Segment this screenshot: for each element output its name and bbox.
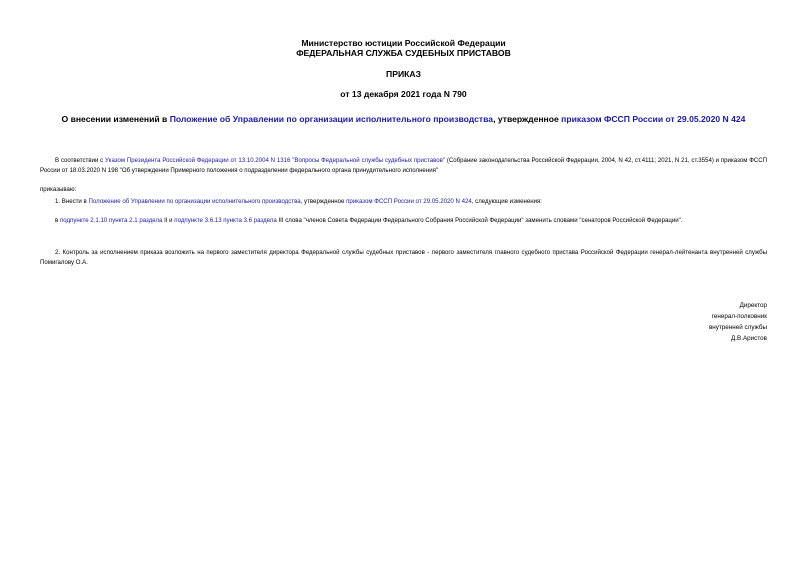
clause-1-amendment — [40, 216, 767, 226]
order-word: приказываю: — [40, 186, 77, 193]
clause-1-suffix: , следующие изменения: — [471, 198, 542, 205]
preamble-suffix: (Собрание законодательства Российской Федерации, 2004, N 42, ст.4111; 2021, N 21, ст.3554) и приказом ФССП России от 18.03.2020 N 198 "Об утверждении Примерного положения о подразделении федерального органа принудительного исполнения" — [40, 157, 768, 174]
ministry-name: Министерство юстиции Российской Федерации — [301, 38, 506, 48]
clause-1-link-order[interactable]: приказом ФССП России от 29.05.2020 N 424 — [346, 198, 472, 205]
title-middle: , утвержденное — [493, 114, 562, 124]
signature-block — [709, 300, 767, 344]
amendment-suffix: III слова "членов Совета Федерации Федерального Собрания Российской Федерации" заменить словами "сенаторов Российской Федерации". — [276, 217, 683, 224]
clause-1 — [40, 197, 767, 207]
clause-1-prefix: 1. Внести в — [55, 198, 89, 205]
title-link-regulation[interactable]: Положение об Управлении по организации исполнительного производства — [169, 114, 494, 124]
signature-service: внутренней службы — [708, 324, 767, 331]
preamble-paragraph — [40, 156, 767, 176]
signature-position: Директор — [739, 302, 767, 309]
document-date-number: от 13 декабря 2021 года N 790 — [340, 89, 467, 99]
clause-2: 2. Контроль за исполнением приказа возложить на первого заместителя директора Федеральной службы судебных приставов - первого заместителя главного судебного пристава Российской Федерации генерал-лейтенанта внутренней службы Помигалову О.А. — [40, 249, 767, 266]
service-name: ФЕДЕРАЛЬНАЯ СЛУЖБА СУДЕБНЫХ ПРИСТАВОВ — [296, 48, 511, 58]
clause-1-middle: , утвержденное — [300, 198, 347, 205]
title-link-order[interactable]: приказом ФССП России от 29.05.2020 N 424 — [561, 114, 746, 124]
preamble-prefix: В соответствии с — [55, 157, 106, 164]
signature-rank: генерал-полковник — [711, 313, 767, 320]
preamble-link-decree[interactable]: Указом Президента Российской Федерации от 13.10.2004 N 1316 "Вопросы Федеральной службы судебных приставов" — [105, 157, 446, 164]
amendment-link-subclause-3-6-13[interactable]: подпункте 3.6.13 пункта 3.6 раздела — [174, 217, 277, 224]
document-type: ПРИКАЗ — [386, 69, 421, 79]
amendment-prefix: в — [55, 217, 60, 224]
document-title — [40, 114, 767, 125]
amendment-link-subclause-2-1-10[interactable]: подпункте 2.1.10 пункта 2.1 раздела — [59, 217, 163, 224]
amendment-mid: II и — [162, 217, 175, 224]
clause-1-link-regulation[interactable]: Положение об Управлении по организации исполнительного производства — [88, 198, 301, 205]
title-prefix: О внесении изменений в — [61, 114, 170, 124]
signature-name: Д.В.Аристов — [731, 335, 767, 342]
